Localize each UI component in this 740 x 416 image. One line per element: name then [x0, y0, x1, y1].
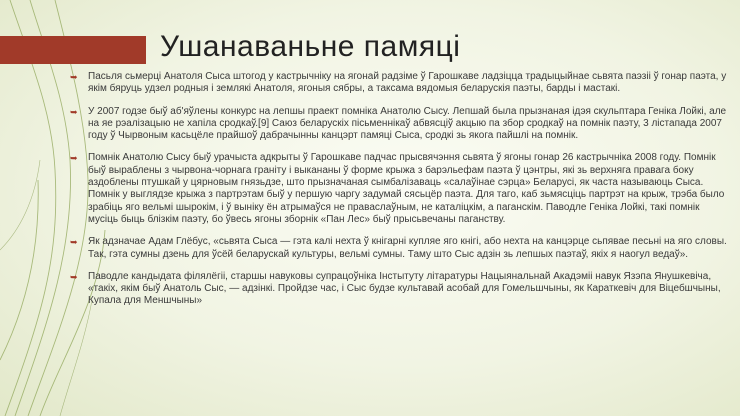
list-item	[70, 106, 730, 143]
arrow-bullet-icon: ➥	[70, 153, 78, 164]
bullet-text: Помнік Анатолю Сысу быў урачыста адкрыты ў Гарошкаве падчас прысвячэння сьвята ў ягоны гонар 26 кастрычніка 2008 году. Помнік быў выраблены з чырвона-чорнага граніту і выкананы ў форме крыжа з барэльефам паэта ў цэнтры, які зь верхняга правага боку аздоблены птушкай у цярновым гнязьдзе, што прызначаная сымбалізаваць «салаўінае сэрца» Беларусі, як часта называюць Сыса. Помнік у выглядзе крыжа з партрэтам быў у першую чаргу задумай сясьцёр паэта. Для таго, каб зьмясціць партрэт на крыж, трэба было зрабіць яго вельмі шырокім, і ў выніку ён атрымаўся не праваслаўным, не каталіцкім, а паганскім. Паводле Геніка Лойкі, такі помнік мусіць быць блізкім паэту, бо ўвесь ягоны зборнік «Пан Лес» быў прысьвечаны паганству.	[88, 152, 725, 225]
list-item	[70, 236, 730, 261]
arrow-bullet-icon: ➥	[70, 271, 78, 282]
bullet-text: Паводле кандыдата філялёгіі, старшы навуковы супрацоўніка Інстытуту літаратуры Нацыянальнай Акадэміі навук Язэпа Янушкевіча, «такіх, якім быў Анатоль Сыс, — адзінкі. Пройдзе час, і Сыс будзе культавай асобай для Гомельшчыны, як Караткевіч для Віцебшчыны, Купала для Меншчыны»	[88, 270, 721, 307]
bullet-text: У 2007 годзе быў аб'яўлены конкурс на лепшы праект помніка Анатолю Сысу. Лепшай была прызнаная ідэя скульптара Геніка Лойкі, але на яе рэалізацыю не хапіла сродкаў.[9] Саюз беларускіх пісьменнікаў абвясціў акцыю па збор сродкаў на помнік паэту, 3 лістапада 2007 году ў Чырвоным касьцёле прайшоў дабрачынны канцэрт памяці Сыса, сродкі зь якога пайшлі на помнік.	[88, 105, 727, 142]
arrow-bullet-icon: ➥	[70, 106, 78, 117]
bullet-list	[70, 71, 730, 318]
arrow-bullet-icon: ➥	[70, 72, 78, 82]
bullet-text: Пасьля сьмерці Анатоля Сыса штогод у кастрычніку на ягонай радзіме ў Гарошкаве ладзіцца традыцыйнае сьвята паэзіі ў гонар паэта, у якім бяруць удзел родныя і землякі Анатоля, ягоныя сябры, а таксама вядомыя беларускія паэты, барды і мастакі.	[88, 71, 727, 95]
arrow-bullet-icon: ➥	[70, 237, 78, 248]
list-item	[70, 271, 730, 308]
list-item	[70, 152, 730, 226]
bullet-text: Як адзначае Адам Глёбус, «сьвята Сыса — гэта калі нехта ў кнігарні купляе яго кнігі, або нехта на канцэрце сьпявае песьні на яго словы. Так, гэта сумны дзень для ўсёй беларускай культуры, вельмі сумны. Таму што Сыс адзін зь лепшых паэтаў, якіх я наогул ведаў».	[88, 236, 727, 260]
slide-title: Ушанаваньне памяці	[160, 30, 461, 63]
list-item	[70, 71, 730, 96]
title-accent-bar	[0, 36, 146, 64]
